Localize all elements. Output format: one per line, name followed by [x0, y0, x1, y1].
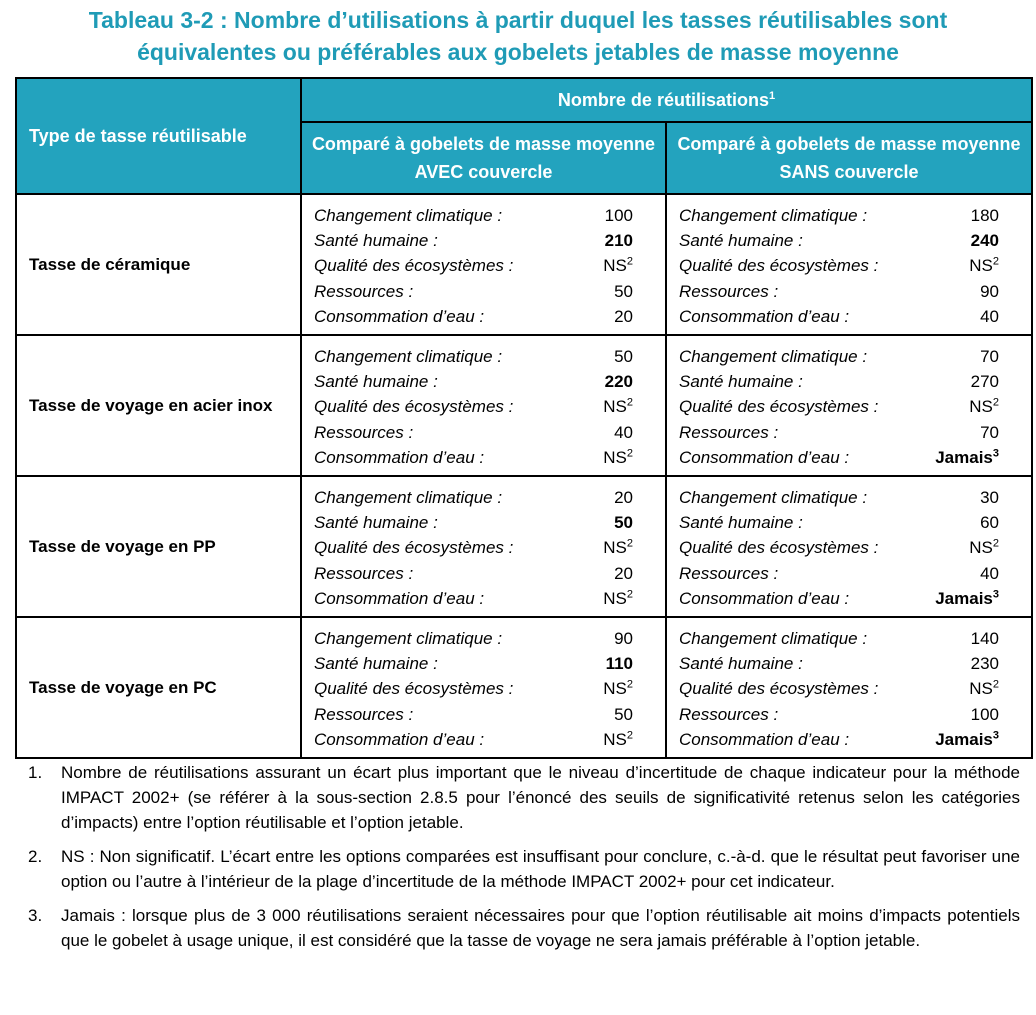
indicator-line [302, 369, 665, 394]
indicator-value [603, 676, 633, 701]
header-group-footnote: 1 [768, 89, 776, 102]
indicator-value [980, 344, 999, 369]
indicator-value [614, 561, 633, 586]
indicator-value-text: Jamais [935, 729, 993, 749]
footnote-number: 2. [28, 847, 43, 866]
indicator-value-text: 100 [604, 206, 633, 225]
indicator-value [603, 445, 633, 470]
indicator-line [667, 702, 1031, 727]
cell-without-lid [666, 617, 1032, 758]
indicator-line [667, 228, 1031, 253]
row-cup-type: Tasse de voyage en acier inox [16, 335, 301, 476]
indicator-value-text: 20 [614, 563, 633, 583]
footnote-ref: 3 [992, 588, 1000, 601]
cell-with-lid [301, 194, 666, 335]
indicator-value [980, 561, 999, 586]
indicator-value-text: NS [969, 679, 993, 699]
indicator-value [614, 510, 633, 535]
indicator-value-text: NS [969, 256, 993, 276]
footnote-ref: 2 [626, 537, 633, 550]
indicator-label: Ressources : [679, 704, 779, 724]
indicator-label: Ressources : [314, 704, 414, 724]
footnote-ref: 3 [992, 729, 1000, 742]
indicator-value [971, 626, 999, 651]
indicator-value-text: 40 [614, 422, 633, 442]
indicator-value-text: 180 [970, 206, 1000, 225]
indicator-value-text: 50 [614, 704, 633, 724]
table-row [16, 476, 1032, 617]
header-group-label: Nombre de réutilisations [557, 89, 769, 110]
footnote-ref: 2 [992, 255, 1000, 268]
indicator-value [605, 203, 633, 228]
indicator-line [667, 304, 1031, 329]
indicator-value [980, 420, 999, 445]
table-title [0, 4, 1036, 68]
indicator-label: Consommation d’eau : [679, 729, 850, 749]
indicator-line [667, 485, 1031, 510]
indicator-line [667, 676, 1031, 701]
header-without-lid: Comparé à gobelets de masse moyenne SANS couvercle [666, 122, 1032, 194]
indicator-value-text: 50 [614, 513, 633, 533]
indicator-label: Qualité des écosystèmes : [679, 256, 879, 276]
indicator-value-text: 60 [980, 513, 1000, 533]
cell-with-lid [301, 476, 666, 617]
indicator-value-text: NS [603, 397, 627, 417]
indicator-value [969, 676, 999, 701]
indicator-value [605, 228, 633, 253]
indicator-value-text: 30 [980, 488, 1000, 507]
footnote-text: NS : Non significatif. L’écart entre les options comparées est insuffisant pour conclure, c.-à-d. que le résultat peut favoriser une option ou l’autre à l’intérieur de la plage d’incertitude de la méthode IMPACT 2002+ pour cet indicateur. [61, 847, 1020, 891]
indicator-value-text: 40 [980, 563, 1000, 583]
indicator-label: Ressources : [679, 281, 779, 301]
indicator-label: Consommation d’eau : [314, 447, 485, 467]
row-cup-type: Tasse de céramique [16, 194, 301, 335]
indicator-value-text: 90 [980, 281, 1000, 301]
indicator-value [614, 344, 633, 369]
indicator-value [969, 253, 999, 278]
cell-with-lid [301, 335, 666, 476]
indicator-line [302, 485, 665, 510]
footnote-item [28, 903, 1020, 953]
table-row [16, 617, 1032, 758]
indicator-value-text: 270 [970, 372, 1000, 392]
indicator-value [614, 702, 633, 727]
indicator-line [302, 420, 665, 445]
footnote-ref: 2 [626, 729, 633, 742]
indicator-value-text: Jamais [935, 447, 993, 467]
indicator-value-text: NS [603, 538, 627, 558]
cell-without-lid [666, 335, 1032, 476]
indicator-label: Qualité des écosystèmes : [679, 397, 879, 417]
title-line-2: équivalentes ou préférables aux gobelets jetables de masse moyenne [137, 39, 899, 65]
indicator-value [935, 586, 999, 611]
indicator-line [302, 676, 665, 701]
indicator-line [667, 394, 1031, 419]
indicator-value [614, 279, 633, 304]
indicator-label: Qualité des écosystèmes : [314, 256, 514, 276]
indicator-label: Changement climatique : [679, 206, 868, 225]
indicator-value-text: 220 [604, 372, 633, 392]
row-cup-type: Tasse de voyage en PP [16, 476, 301, 617]
header-group [301, 78, 1032, 122]
indicator-value [980, 485, 999, 510]
indicator-value [969, 394, 999, 419]
indicator-line [302, 304, 665, 329]
table-row [16, 194, 1032, 335]
indicator-value-text: Jamais [935, 588, 993, 608]
indicator-value [614, 626, 633, 651]
indicator-label: Santé humaine : [314, 231, 438, 251]
indicator-line [667, 561, 1031, 586]
indicator-label: Consommation d’eau : [314, 306, 485, 326]
indicator-value-text: NS [603, 588, 627, 608]
indicator-value [935, 727, 999, 752]
indicator-value-text: 210 [604, 231, 633, 251]
footnote-text: Jamais : lorsque plus de 3 000 réutilisations seraient nécessaires pour que l’option réutilisable ait moins d’impacts potentiels que le gobelet à usage unique, il est considéré que la tasse de voyage ne sera jamais préférable à l’option jetable. [61, 906, 1020, 950]
indicator-line [302, 626, 665, 651]
indicator-label: Ressources : [314, 563, 414, 583]
indicator-line [667, 445, 1031, 470]
cell-without-lid [666, 476, 1032, 617]
indicator-value [971, 651, 999, 676]
indicator-value [971, 228, 999, 253]
indicator-line [667, 727, 1031, 752]
indicator-value [614, 420, 633, 445]
indicator-line [667, 535, 1031, 560]
footnote-ref: 2 [626, 588, 633, 601]
footnote-ref: 3 [992, 447, 1000, 460]
indicator-label: Consommation d’eau : [679, 306, 850, 326]
indicator-label: Qualité des écosystèmes : [679, 679, 879, 699]
indicator-value-text: 110 [605, 654, 633, 674]
indicator-line [302, 702, 665, 727]
indicator-label: Changement climatique : [679, 347, 868, 366]
title-line-1: Tableau 3-2 : Nombre d’utilisations à partir duquel les tasses réutilisables sont [88, 7, 948, 33]
indicator-value-text: 40 [980, 306, 1000, 326]
footnote-ref: 2 [626, 396, 633, 409]
indicator-label: Changement climatique : [679, 629, 868, 648]
footnote-ref: 2 [626, 255, 633, 268]
indicator-value [603, 394, 633, 419]
table-row [16, 335, 1032, 476]
indicator-line [667, 253, 1031, 278]
indicator-value [971, 702, 999, 727]
indicator-value-text: 230 [970, 654, 1000, 674]
indicator-value [603, 727, 633, 752]
indicator-label: Qualité des écosystèmes : [314, 679, 514, 699]
footnote-ref: 2 [992, 396, 1000, 409]
indicator-line [302, 651, 665, 676]
indicator-value-text: NS [603, 679, 627, 699]
footnote-ref: 2 [992, 537, 1000, 550]
indicator-line [667, 420, 1031, 445]
indicator-value [980, 304, 999, 329]
indicator-label: Santé humaine : [314, 654, 438, 674]
cell-with-lid [301, 617, 666, 758]
footnote-ref: 2 [626, 678, 633, 691]
indicator-value [980, 510, 999, 535]
footnote-number: 3. [28, 906, 43, 925]
indicator-line [302, 203, 665, 228]
indicator-label: Ressources : [314, 281, 414, 301]
indicator-line [667, 279, 1031, 304]
indicator-value [971, 369, 999, 394]
indicator-line [302, 279, 665, 304]
indicator-label: Qualité des écosystèmes : [314, 538, 514, 558]
indicator-value-text: 20 [614, 306, 633, 326]
indicator-value [603, 535, 633, 560]
indicator-label: Santé humaine : [314, 513, 438, 533]
header-with-lid: Comparé à gobelets de masse moyenne AVEC couvercle [301, 122, 666, 194]
indicator-value-text: 50 [614, 347, 633, 366]
indicator-value-text: 90 [614, 629, 633, 648]
indicator-label: Santé humaine : [679, 654, 803, 674]
indicator-line [302, 344, 665, 369]
indicator-value-text: NS [969, 538, 993, 558]
footnote-item [28, 844, 1020, 894]
indicator-value-text: 50 [614, 281, 633, 301]
table-body [16, 194, 1032, 758]
indicator-label: Ressources : [679, 563, 779, 583]
indicator-line [667, 626, 1031, 651]
indicator-label: Changement climatique : [679, 488, 868, 507]
indicator-label: Qualité des écosystèmes : [314, 397, 514, 417]
indicator-label: Changement climatique : [314, 347, 503, 366]
indicator-value-text: NS [969, 397, 993, 417]
indicator-line [667, 203, 1031, 228]
indicator-line [302, 727, 665, 752]
indicator-label: Qualité des écosystèmes : [679, 538, 879, 558]
indicator-value [614, 304, 633, 329]
indicator-label: Changement climatique : [314, 206, 503, 225]
indicator-label: Ressources : [314, 422, 414, 442]
indicator-label: Consommation d’eau : [314, 588, 485, 608]
indicator-label: Santé humaine : [679, 231, 803, 251]
indicator-value [606, 651, 633, 676]
indicator-label: Changement climatique : [314, 488, 503, 507]
indicator-value [614, 485, 633, 510]
indicator-value-text: 70 [980, 422, 1000, 442]
footnote-ref: 2 [992, 678, 1000, 691]
indicator-line [302, 535, 665, 560]
indicator-label: Consommation d’eau : [314, 729, 485, 749]
reuse-table [15, 77, 1033, 759]
footnote-number: 1. [28, 763, 43, 782]
footnote-item [28, 760, 1020, 835]
row-cup-type: Tasse de voyage en PC [16, 617, 301, 758]
cell-without-lid [666, 194, 1032, 335]
indicator-value [969, 535, 999, 560]
indicator-value-text: 100 [970, 704, 1000, 724]
indicator-value-text: 240 [970, 231, 1000, 251]
indicator-label: Santé humaine : [679, 513, 803, 533]
indicator-value-text: 20 [614, 488, 633, 507]
indicator-value-text: NS [603, 447, 627, 467]
indicator-label: Santé humaine : [314, 372, 438, 392]
footnote-ref: 2 [626, 447, 633, 460]
indicator-value [935, 445, 999, 470]
indicator-line [667, 344, 1031, 369]
indicator-line [667, 586, 1031, 611]
indicator-value [603, 253, 633, 278]
indicator-line [667, 651, 1031, 676]
indicator-label: Changement climatique : [314, 629, 503, 648]
indicator-line [302, 394, 665, 419]
indicator-value-text: NS [603, 256, 627, 276]
indicator-value-text: 70 [980, 347, 1000, 366]
indicator-value-text: NS [603, 729, 627, 749]
indicator-value [603, 586, 633, 611]
indicator-label: Consommation d’eau : [679, 588, 850, 608]
indicator-line [302, 253, 665, 278]
indicator-value [980, 279, 999, 304]
indicator-line [302, 510, 665, 535]
indicator-label: Ressources : [679, 422, 779, 442]
indicator-label: Santé humaine : [679, 372, 803, 392]
footnote-text: Nombre de réutilisations assurant un écart plus important que le niveau d’incertitude de chaque indicateur pour la méthode IMPACT 2002+ (se référer à la sous-section 2.8.5 pour l’énoncé des seuils de significativité retenus selon les catégories d’impacts) entre l’option réutilisable et l’option jetable. [61, 763, 1020, 832]
indicator-value [971, 203, 999, 228]
indicator-label: Consommation d’eau : [679, 447, 850, 467]
indicator-value-text: 140 [970, 629, 1000, 648]
indicator-line [302, 445, 665, 470]
indicator-line [667, 369, 1031, 394]
indicator-line [302, 586, 665, 611]
indicator-line [302, 561, 665, 586]
footnotes [28, 760, 1020, 962]
header-type: Type de tasse réutilisable [16, 78, 301, 194]
indicator-value [605, 369, 633, 394]
indicator-line [302, 228, 665, 253]
indicator-line [667, 510, 1031, 535]
